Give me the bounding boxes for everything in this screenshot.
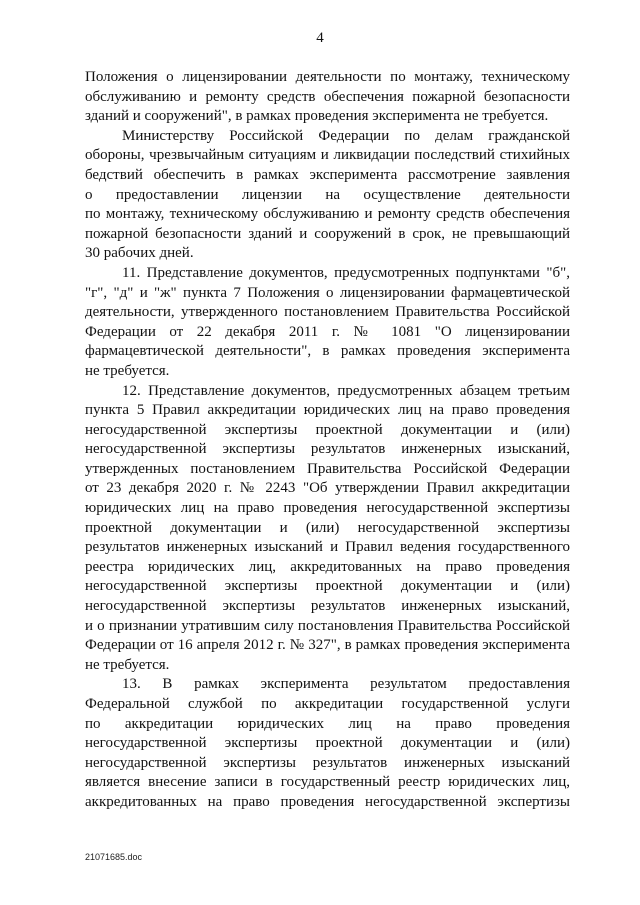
text-line: не требуется. xyxy=(85,656,170,673)
text-line: и о признании утратившим силу постановления Правительства Российской xyxy=(85,617,570,634)
document-body xyxy=(85,68,570,813)
text-line: Федерации от 22 декабря 2011 г. № 1081 "О лицензировании xyxy=(85,323,570,340)
text-line: 13. В рамках эксперимента результатом предоставления xyxy=(122,676,570,693)
text-line: пожарной безопасности зданий и сооружений в срок, не превышающий xyxy=(85,225,570,242)
text-line: проектной документации и (или) негосударственной экспертизы xyxy=(85,519,570,536)
text-line: результатов инженерных изысканий и Правил ведения государственного xyxy=(85,539,570,556)
text-line: негосударственной экспертизы проектной документации и (или) xyxy=(85,421,570,438)
text-line: по монтажу, техническому обслуживанию и ремонту средств обеспечения xyxy=(85,206,570,223)
text-line: негосударственной экспертизы результатов инженерных изысканий, xyxy=(85,441,570,458)
text-line: 12. Представление документов, предусмотренных абзацем третьим xyxy=(122,382,570,399)
text-line: Федеральной службой по аккредитации государственной услуги xyxy=(85,696,570,712)
text-line: негосударственной экспертизы проектной документации и (или) xyxy=(85,578,570,595)
text-line: негосударственной экспертизы результатов инженерных изысканий xyxy=(85,754,570,771)
text-line: Министерству Российской Федерации по делам гражданской xyxy=(122,127,570,144)
text-line: 30 рабочих дней. xyxy=(85,245,194,262)
text-line: о предоставлении лицензии на осуществление деятельности xyxy=(85,186,570,203)
text-line: бедствий обеспечить в рамках эксперимента рассмотрение заявления xyxy=(85,166,570,183)
text-line: Положения о лицензировании деятельности по монтажу, техническому xyxy=(85,69,570,85)
text-line: негосударственной экспертизы проектной документации и (или) xyxy=(85,735,570,752)
text-line: от 23 декабря 2020 г. № 2243 "Об утверждении Правил аккредитации xyxy=(85,480,570,497)
text-line: пункта 5 Правил аккредитации юридических лиц на право проведения xyxy=(85,402,570,419)
text-line: утвержденных постановлением Правительства Российской Федерации xyxy=(85,460,570,477)
text-line: Федерации от 16 апреля 2012 г. № 327", в рамках проведения эксперимента xyxy=(85,637,570,654)
text-line: 11. Представление документов, предусмотренных подпунктами "б", xyxy=(122,264,570,281)
text-line: фармацевтической деятельности", в рамках проведения эксперимента xyxy=(85,343,570,360)
text-line: юридических лиц на право проведения негосударственной экспертизы xyxy=(85,500,570,517)
text-line: не требуется. xyxy=(85,362,170,379)
document-footer-filename: 21071685.doc xyxy=(85,852,143,862)
text-line: негосударственной экспертизы результатов инженерных изысканий, xyxy=(85,598,570,615)
text-line: является внесение записи в государственный реестр юридических лиц, xyxy=(85,774,570,791)
text-line: по аккредитации юридических лиц на право проведения xyxy=(85,715,570,732)
text-line: "г", "д" и "ж" пункта 7 Положения о лицензировании фармацевтической xyxy=(85,284,570,301)
text-line: деятельности, утвержденного постановлением Правительства Российской xyxy=(85,304,570,321)
text-line: аккредитованных на право проведения негосударственной экспертизы xyxy=(85,793,570,810)
text-line: обслуживанию и ремонту средств обеспечения пожарной безопасности xyxy=(85,88,570,105)
text-line: реестра юридических лиц, аккредитованных на право проведения xyxy=(85,558,570,575)
text-line: обороны, чрезвычайным ситуациям и ликвидации последствий стихийных xyxy=(85,147,570,164)
text-line: зданий и сооружений", в рамках проведения эксперимента не требуется. xyxy=(85,108,549,125)
page-number: 4 xyxy=(316,30,324,46)
